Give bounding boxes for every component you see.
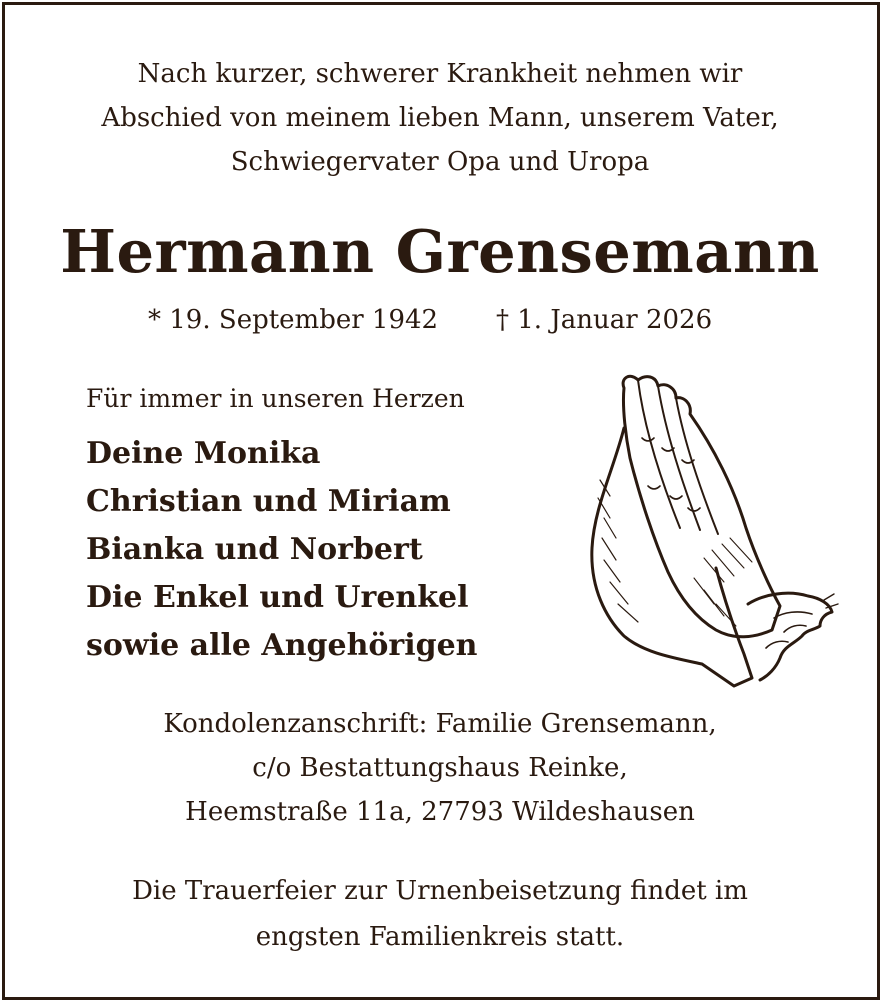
family-member: Christian und Miriam bbox=[86, 484, 451, 519]
praying-hands-icon bbox=[584, 368, 840, 690]
family-member: Die Enkel und Urenkel bbox=[86, 580, 469, 615]
ceremony-line: Die Trauerfeier zur Urnenbeisetzung findet im bbox=[132, 876, 748, 906]
family-member: sowie alle Angehörigen bbox=[86, 628, 478, 663]
family-member: Deine Monika bbox=[86, 436, 321, 471]
ceremony-note bbox=[0, 868, 880, 960]
intro-line: Nach kurzer, schwerer Krankheit nehmen wir bbox=[137, 59, 743, 89]
intro-line: Schwiegervater Opa und Uropa bbox=[230, 147, 650, 177]
ceremony-line: engsten Familienkreis statt. bbox=[255, 922, 625, 952]
address-line: Heemstraße 11a, 27793 Wildeshausen bbox=[185, 797, 695, 827]
family-list bbox=[86, 430, 477, 670]
forever-line: Für immer in unseren Herzen bbox=[86, 384, 465, 413]
intro-line: Abschied von meinem lieben Mann, unserem Vater, bbox=[101, 103, 779, 133]
death-date: † 1. Januar 2026 bbox=[496, 305, 713, 335]
condolence-address bbox=[0, 702, 880, 834]
address-line: Kondolenzanschrift: Familie Grensemann, bbox=[163, 709, 717, 739]
birth-date: * 19. September 1942 bbox=[148, 305, 439, 335]
family-member: Bianka und Norbert bbox=[86, 532, 423, 567]
address-line: c/o Bestattungshaus Reinke, bbox=[252, 753, 628, 783]
deceased-name: Hermann Grensemann bbox=[60, 217, 820, 286]
intro-text bbox=[0, 52, 880, 184]
